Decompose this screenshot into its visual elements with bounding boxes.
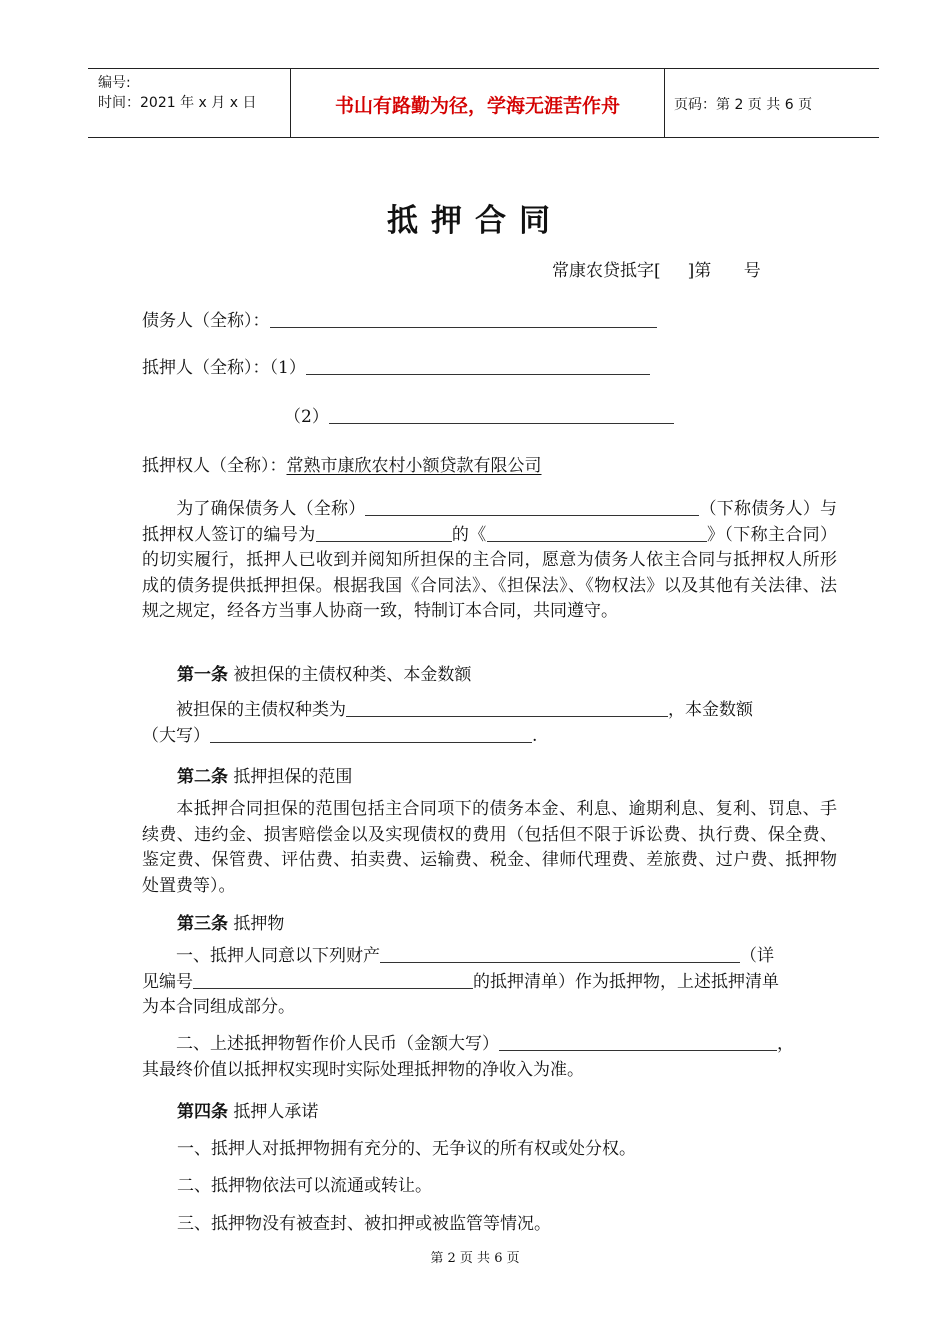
article-1-number: 第一条 [177,665,228,685]
article-3-item-1 [142,944,837,1021]
preamble-text-6: （下称主合同）的切实履行，抵押人已收到并阅知所担保的主合同，愿意为债务人依主合同与抵押权人所形成的债务提供抵押担保。根据我国《合同法》、《担保法》、《物权法》以及其他有关法律、法规之规定，经各方当事人协商一致，特制订本合同，共同遵守。 [142,524,838,621]
article-2-text: 本抵押合同担保的范围包括主合同项下的债务本金、利息、逾期利息、复利、罚息、手续费、违约金、损害赔偿金以及实现债权的费用（包括但不限于诉讼费、执行费、保全费、鉴定费、保管费、评估费、拍卖费、运输费、税金、律师代理费、差旅费、过户费、抵押物处置费等）。 [142,799,837,896]
claim-type-blank[interactable] [346,700,668,717]
preamble-debtor-blank[interactable] [365,499,699,516]
serial-label: 编号: [98,75,131,91]
page-header [88,68,879,138]
article-1-text-2: ，本金数额 [668,700,753,720]
time-label: 时间：2021 年 x 月 x 日 [98,95,257,111]
mortgagor-2-blank[interactable] [329,407,674,424]
preamble-text-2: （下称债务 [699,499,786,519]
article-1-title: 被担保的主债权种类、本金数额 [233,665,472,685]
preamble [142,497,837,625]
header-motto-cell [290,69,665,137]
header-page-cell [664,69,879,137]
article-3-text-1e: 为本合同组成部分。 [142,997,295,1017]
article-3-text-1c: 见编号 [142,971,193,992]
mortgagor-line [142,353,650,378]
mortgagee-line [142,451,542,476]
preamble-text-1: 为了确保债务人（全称） [176,499,366,519]
article-4-item-3: 三、抵押物没有被查封、被扣押或被监管等情况。 [177,1214,551,1234]
article-1-text-1: 被担保的主债权种类为 [176,700,346,720]
article-2-body [142,797,837,899]
document-title: 抵押合同 [387,203,563,239]
article-3-item-2 [142,1032,837,1083]
article-4-item-1: 一、抵押人对抵押物拥有充分的、无争议的所有权或处分权。 [177,1139,636,1159]
preamble-text-4: 的《 [451,524,487,545]
property-blank[interactable] [380,946,740,963]
article-3-text-1d: 的抵押清单）作为抵押物，上述抵押清单 [473,971,779,992]
article-3-text-2a: 二、上述抵押物暂作价人民币（金额大写） [176,1034,499,1054]
preamble-contract-blank[interactable] [487,525,707,542]
article-2-title: 抵押担保的范围 [233,767,353,787]
page-number-label: 页码：第 2 页 共 6 页 [674,97,813,113]
article-1-text-3: （大写） [142,725,210,746]
mortgagor-1-blank[interactable] [306,358,650,375]
contract-code: 常康农贷抵字[ ]第 号 [552,261,761,281]
article-3-number: 第三条 [177,914,228,934]
article-1-heading [177,660,471,685]
article-3-heading [177,909,284,934]
mortgagee-label: 抵押权人（全称）： [142,456,287,476]
debtor-label: 债务人（全称）： [142,311,270,331]
article-3-text-2b: ， [777,1034,794,1054]
article-4-number: 第四条 [177,1102,228,1122]
article-3-text-2c: 其最终价值以抵押权实现时实际处理抵押物的净收入为准。 [142,1059,584,1080]
article-1-text-4: . [532,725,538,746]
article-4-item-2: 二、抵押物依法可以流通或转让。 [177,1176,432,1196]
valuation-blank[interactable] [499,1034,777,1051]
article-2-number: 第二条 [177,767,228,787]
mortgagor-label: 抵押人（全称）：（1） [142,358,306,378]
article-3-text-1b: （详 [740,946,774,966]
page-footer: 第 2 页 共 6 页 [430,1251,520,1266]
mortgagor-2-label: （2） [284,407,329,427]
article-4-title: 抵押人承诺 [233,1102,319,1122]
debtor-line [142,306,657,331]
mortgagor-2-line [284,402,674,427]
preamble-text-5: 》 [706,524,725,545]
motto: 书山有路勤为径，学海无涯苦作舟 [334,95,620,117]
list-number-blank[interactable] [193,972,473,989]
article-2-heading [177,762,352,787]
preamble-text-3: 人）与抵押权人签订的编号为 [142,499,838,545]
article-4-heading [177,1097,318,1122]
header-meta-cell [88,69,290,137]
article-3-title: 抵押物 [233,914,285,934]
preamble-number-blank[interactable] [316,525,452,542]
principal-amount-blank[interactable] [210,726,532,743]
article-3-text-1a: 一、抵押人同意以下列财产 [176,946,380,966]
mortgagee-name: 常熟市康欣农村小额贷款有限公司 [286,456,542,476]
debtor-blank[interactable] [270,311,657,328]
article-1-body [142,698,837,749]
